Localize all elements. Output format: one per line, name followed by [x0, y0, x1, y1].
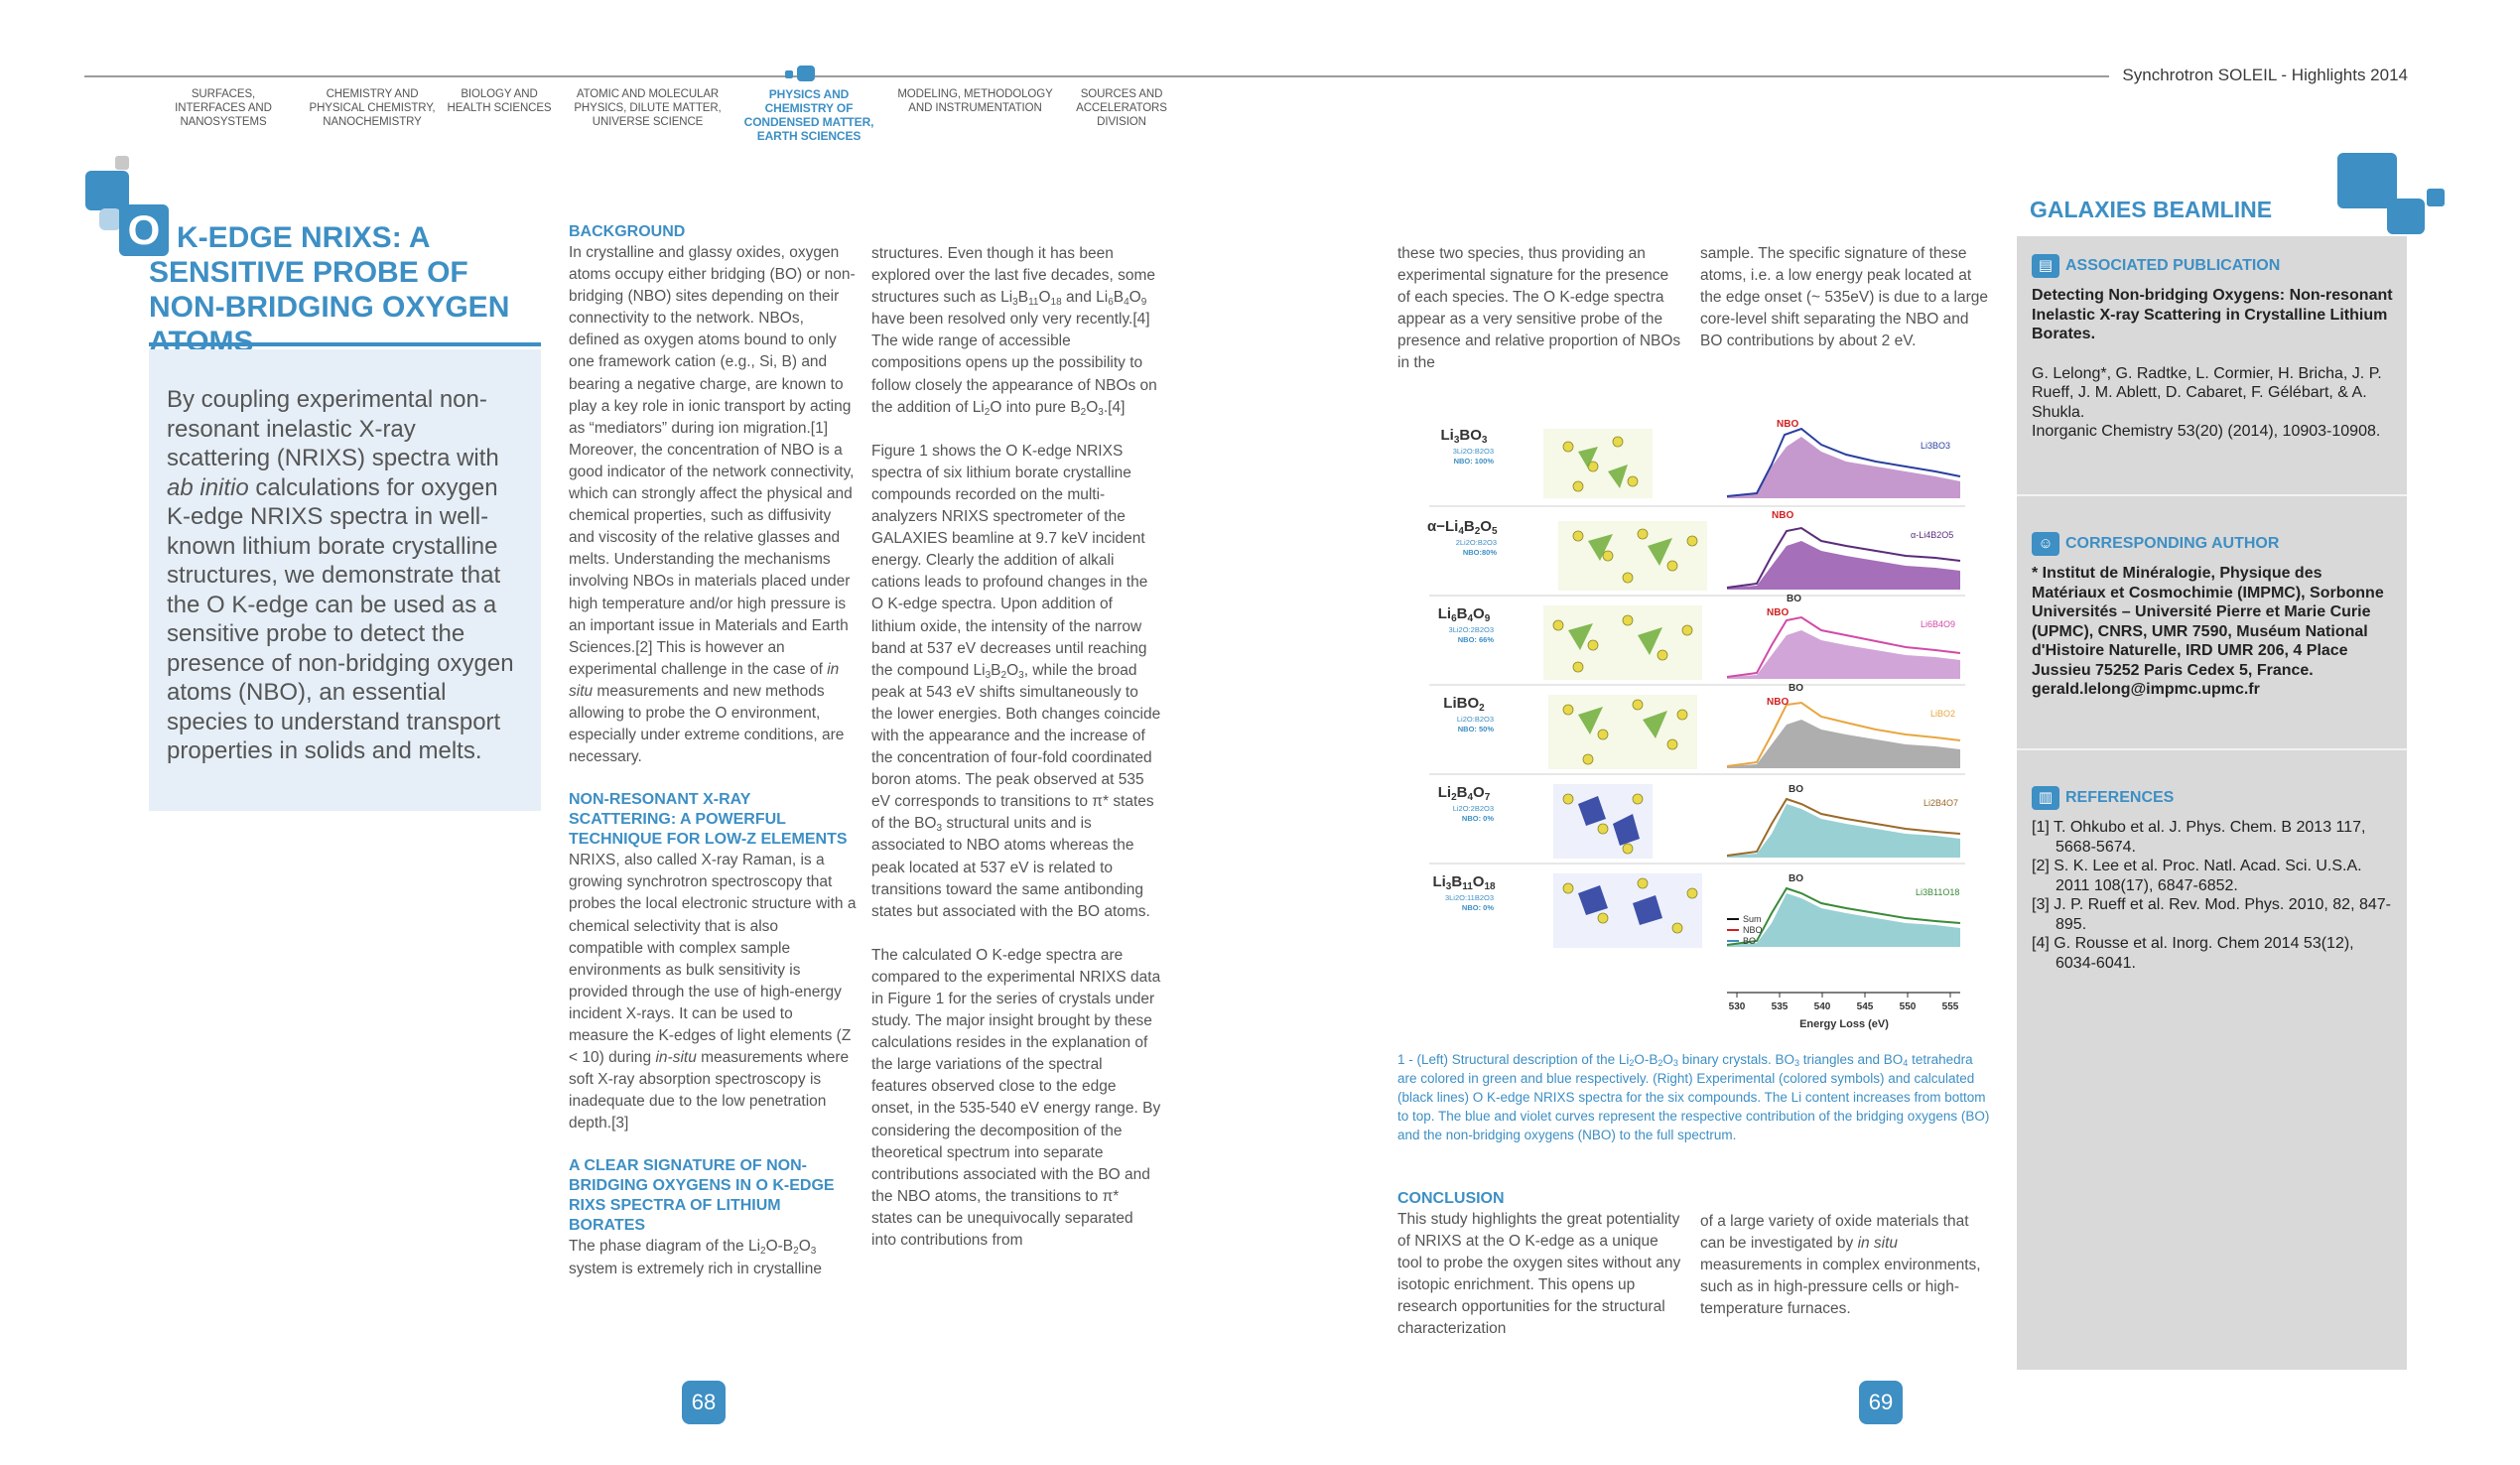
page-number-left: 68 — [682, 1381, 726, 1424]
paragraph: The phase diagram of the $Li_2O-B_2O_3$ system is extremely rich in crystalline — [569, 1238, 822, 1277]
row-label: LiBO$_2$ — [1443, 695, 1485, 714]
peak-label-bo: BO — [1789, 683, 1803, 694]
nav-marker — [797, 66, 815, 81]
paragraph: In crystalline and glassy oxides, oxygen atoms occupy either bridging (BO) or non-bridging (NBO) sites depending on their connectivity to the network. NBOs, defined as oxygen atoms bound to only one framework cation (e.g., Si, B) and bearing a negative charge, are known to play a key role in ionic transport by acting as “mediators” during ion migration.[1] Moreover, the concentration of NBO is a good indicator of the network connectivity, which can strongly affect the physical and chemical properties, such as diffusivity and viscosity of the relative glasses and melts. Understanding the mechanisms involving NBOs in materials placed under high temperature and/or high pressure is an important issue in Materials and Earth Sciences.[2] This is however an experimental challenge in the case of in situ measurements and new methods allowing to probe the O environment, especially under extreme conditions, are necessary. — [569, 244, 856, 766]
associated-publication — [2032, 254, 2397, 442]
publication-title: Synchrotron SOLEIL - Highlights 2014 — [2122, 66, 2408, 84]
peak-label-nbo: NBO — [1772, 510, 1794, 521]
row-nbo: NBO:80% — [1462, 548, 1497, 557]
book-icon: ▤ — [2032, 254, 2059, 278]
row-label: $Li_3BO_3$ — [1440, 427, 1488, 446]
books-icon: ▥ — [2032, 786, 2059, 810]
x-tick: 535 — [1771, 1001, 1789, 1012]
row-ratio: 3Li2O:B2O3 — [1452, 447, 1494, 456]
nav-item-biology[interactable]: BIOLOGY AND HEALTH SCIENCES — [447, 88, 552, 114]
publication-authors: G. Lelong*, G. Radtke, L. Cormier, H. Bricha, J. P. Rueff, J. M. Ablett, D. Cabaret, F. Gélébart, & A. Shukla. — [2032, 364, 2382, 421]
figure-1 — [1429, 407, 1965, 1042]
decor-square — [2427, 189, 2445, 206]
spectrum-label: Li3B11O18 — [1916, 887, 1960, 897]
spectrum-label: LiBO2 — [1930, 709, 1956, 719]
nav-item-atomic[interactable]: ATOMIC AND MOLECULAR PHYSICS, DILUTE MATTER, UNIVERSE SCIENCE — [574, 88, 722, 128]
row-nbo: NBO: 0% — [1461, 814, 1494, 823]
reference-item: [1] T. Ohkubo et al. J. Phys. Chem. B 2013 117, 5668-5674. — [2032, 819, 2366, 856]
row-ratio: 2Li2O:B2O3 — [1455, 538, 1497, 547]
reference-item: [4] G. Rousse et al. Inorg. Chem 2014 53(12), 6034-6041. — [2032, 935, 2354, 972]
figure-graphic — [1429, 407, 1965, 1042]
legend-item: BO — [1743, 936, 1757, 946]
peak-label-bo: BO — [1789, 784, 1803, 795]
peak-label-nbo: NBO — [1767, 697, 1790, 708]
x-tick: 550 — [1899, 1001, 1917, 1012]
row-ratio: 3Li2O:2B2O3 — [1448, 625, 1494, 634]
paragraph: these two species, thus providing an experimental signature for the presence of each species. The O K-edge spectra appear as a very sensitive probe of the presence and relative proportion of NBOs in the — [1397, 245, 1681, 372]
row-label: $\alpha-Li_4B_2O_5$ — [1427, 518, 1498, 537]
paragraph: of a large variety of oxide materials that can be investigated by in situ measurements in complex environments, such as in high-pressure cells or high-temperature furnaces. — [1700, 1213, 1981, 1318]
corresponding-author — [2032, 532, 2397, 700]
reference-item: [3] J. P. Rueff et al. Rev. Mod. Phys. 2010, 82, 847-895. — [2032, 896, 2391, 933]
row-label: $Li_6B_4O_9$ — [1437, 605, 1491, 624]
sidebar-title: GALAXIES BEAMLINE — [2030, 197, 2273, 222]
publication-journal: Inorganic Chemistry 53(20) (2014), 10903-10908. — [2032, 423, 2381, 440]
row-label: $Li_3B_{11}O_{18}$ — [1432, 873, 1496, 892]
nav-item-chemistry[interactable]: CHEMISTRY AND PHYSICAL CHEMISTRY, NANOCHEMISTRY — [309, 88, 436, 128]
nav-item-modeling[interactable]: MODELING, METHODOLOGY AND INSTRUMENTATION — [897, 88, 1053, 114]
x-tick: 530 — [1728, 1001, 1746, 1012]
section-nav — [0, 87, 1191, 157]
decor-square — [2387, 199, 2425, 234]
spectrum-label: Li2B4O7 — [1923, 798, 1959, 808]
x-tick: 540 — [1813, 1001, 1831, 1012]
x-axis-label: Energy Loss (eV) — [1799, 1018, 1889, 1030]
title-initial: O — [119, 204, 169, 256]
row-nbo: NBO: 66% — [1457, 635, 1494, 644]
text-column-3 — [1397, 243, 1685, 397]
paragraph: The calculated O K-edge spectra are compared to the experimental NRIXS data in Figure 1 for the series of crystals under study. The major insight brought by these calculations resides in the explanation of the large variations of the spectral features observed close to the edge onset, in the 535-540 eV energy range. By considering the decomposition of the theoretical spectrum into separate contributions associated with the BO and the NBO atoms, the transitions to π* states can be unequivocally separated into contributions from — [871, 946, 1161, 1250]
section-heading-nrixs: NON-RESONANT X-RAY SCATTERING: A POWERFUL TECHNIQUE FOR LOW-Z ELEMENTS — [569, 791, 848, 849]
abstract-box — [149, 349, 541, 811]
row-nbo: NBO: 0% — [1461, 903, 1494, 912]
text-column-4 — [1700, 243, 1994, 374]
section-heading: REFERENCES — [2065, 789, 2175, 806]
decor-square — [99, 208, 121, 230]
paragraph: NRIXS, also called X-ray Raman, is a growing synchrotron spectroscopy that probes the local electronic structure with a chemical selectivity that is also compatible with complex sample environments as bulk sensitivity is provided through the use of high-energy incident X-rays. It can be used to measure the K-edges of light elements (Z < 10) during in-situ measurements where soft X-ray absorption spectroscopy is inadequate due to the low penetration depth.[3] — [569, 852, 857, 1132]
publication-title: Detecting Non-bridging Oxygens: Non-resonant Inelastic X-ray Scattering in Crystalline Lithium Borates. — [2032, 287, 2393, 342]
title-rule — [149, 342, 541, 346]
spectrum-label: α-Li4B2O5 — [1911, 530, 1954, 540]
reference-item: [2] S. K. Lee et al. Proc. Natl. Acad. Sci. U.S.A. 2011 108(17), 6847-6852. — [2032, 858, 2362, 894]
paragraph: structures. Even though it has been explored over the last five decades, some structures such as $Li_3B_{11}O_{18}$ and $Li_6B_4O_9$ have been resolved only very recently.[4] The wide range of accessible compositions opens up the possibility to follow closely the appearance of NBOs on the addition of $Li_2O$ into pure $B_2O_3.[4]$ — [871, 245, 1157, 418]
legend-item: Sum — [1743, 914, 1762, 924]
nav-item-physics[interactable]: PHYSICS AND CHEMISTRY OF CONDENSED MATTER, EARTH SCIENCES — [743, 87, 874, 143]
section-heading-signature: A CLEAR SIGNATURE OF NON-BRIDGING OXYGENS IN O K-EDGE RIXS SPECTRA OF LITHIUM BORATES — [569, 1157, 835, 1235]
paragraph: This study highlights the great potentiality of NRIXS at the O K-edge as a unique tool to probe the oxygen sites without any isotopic enrichment. This opens up research opportunities for the structural characterization — [1397, 1211, 1681, 1338]
peak-label-nbo: NBO — [1777, 419, 1799, 430]
row-ratio: 3Li2O:11B2O3 — [1444, 893, 1494, 902]
legend-item: NBO — [1743, 925, 1763, 935]
paragraph: Figure 1 shows the O K-edge NRIXS spectra of six lithium borate crystalline compounds recorded on the multi-analyzers NRIXS spectrometer of the GALAXIES beamline at 9.7 keV incident energy. Clearly the addition of alkali cations leads to profound changes in the O K-edge spectra. Upon addition of lithium oxide, the intensity of the narrow band at 537 eV decreases until reaching the compound $Li_3B_2O_3$, while the broad peak at 543 eV shifts simultaneously to the lower energies. Both changes coincide with the appearance and the increase of the concentration of four-fold coordinated boron atoms. The peak observed at 535 eV corresponds to transitions to π* states of the $BO_3$ structural units and is associated to NBO atoms whereas the peak located at 537 eV is related to transitions toward the same antibonding states but associated with the BO atoms. — [871, 442, 1161, 920]
section-heading-background: BACKGROUND — [569, 223, 686, 240]
peak-label-bo: BO — [1789, 873, 1803, 884]
row-nbo: NBO: 100% — [1453, 457, 1494, 466]
nav-marker — [785, 70, 793, 78]
spectrum-label: Li3BO3 — [1921, 441, 1951, 451]
row-nbo: NBO: 50% — [1457, 725, 1494, 733]
x-tick: 545 — [1856, 1001, 1874, 1012]
people-icon: ☺ — [2032, 532, 2059, 556]
section-heading: CORRESPONDING AUTHOR — [2065, 535, 2280, 552]
paragraph: sample. The specific signature of these atoms, i.e. a low energy peak located at the edge onset (~ 535eV) is due to a large core-level shift separating the NBO and BO contributions by about 2 eV. — [1700, 245, 1988, 350]
peak-label-bo: BO — [1787, 594, 1801, 604]
spectrum-label: Li6B4O9 — [1921, 619, 1956, 629]
references — [2032, 786, 2397, 973]
conclusion-column-2 — [1700, 1211, 1994, 1342]
section-heading-conclusion: CONCLUSION — [1397, 1190, 1505, 1207]
row-ratio: Li2O:B2O3 — [1456, 715, 1494, 724]
peak-label-nbo: NBO — [1767, 607, 1790, 618]
x-tick: 555 — [1941, 1001, 1959, 1012]
page-number-right: 69 — [1859, 1381, 1903, 1424]
sidebar-divider — [2017, 494, 2407, 496]
nav-item-surfaces[interactable]: SURFACES, INTERFACES AND NANOSYSTEMS — [175, 88, 272, 128]
text-column-1 — [569, 222, 857, 1302]
row-ratio: Li2O:2B2O3 — [1452, 804, 1494, 813]
section-heading: ASSOCIATED PUBLICATION — [2065, 257, 2281, 274]
author-email[interactable]: gerald.lelong@impmc.upmc.fr — [2032, 681, 2260, 698]
decor-square — [115, 156, 129, 170]
row-label: $Li_2B_4O_7$ — [1437, 784, 1491, 803]
conclusion-column-1 — [1397, 1189, 1685, 1363]
text-column-2 — [871, 243, 1161, 1273]
figure-caption: 1 - (Left) Structural description of the $Li_2O-B_2O_3$ binary crystals. $BO_3$ triangles and $BO_4$ tetrahedra are colored in green and blue respectively. (Right) Experimental (colored symbols) and calculated (black lines) O K-edge NRIXS spectra for the six compounds. The Li content increases from bottom to top. The blue and violet curves represent the respective contribution of the bridging oxygens (BO) and the non-bridging oxygens (NBO) to the full spectrum. — [1397, 1052, 1990, 1142]
author-affiliation: * Institut de Minéralogie, Physique des Matériaux et Cosmochimie (IMPMC), Sorbonne Universités – Université Pierre et Marie Curie (UPMC), CNRS, UMR 7590, Muséum National d'Histoire Naturelle, IRD UMR 206, 4 Place Jussieu 75252 Paris Cedex 5, France. — [2032, 565, 2384, 679]
abstract: By coupling experimental non-resonant inelastic X-ray scattering (NRIXS) spectra with ab initio calculations for oxygen K-edge NRIXS spectra in well-known lithium borate crystalline structures, we demonstrate that the O K-edge can be used as a sensitive probe to detect the presence of non-bridging oxygen atoms (NBO), an essential species to understand transport properties in solids and melts. — [167, 386, 514, 764]
nav-item-sources[interactable]: SOURCES AND ACCELERATORS DIVISION — [1076, 88, 1167, 128]
sidebar-divider — [2017, 748, 2407, 750]
top-rule — [84, 75, 2109, 77]
article-title: K-EDGE NRIXS: A SENSITIVE PROBE OF NON-BRIDGING OXYGEN — [149, 221, 510, 324]
